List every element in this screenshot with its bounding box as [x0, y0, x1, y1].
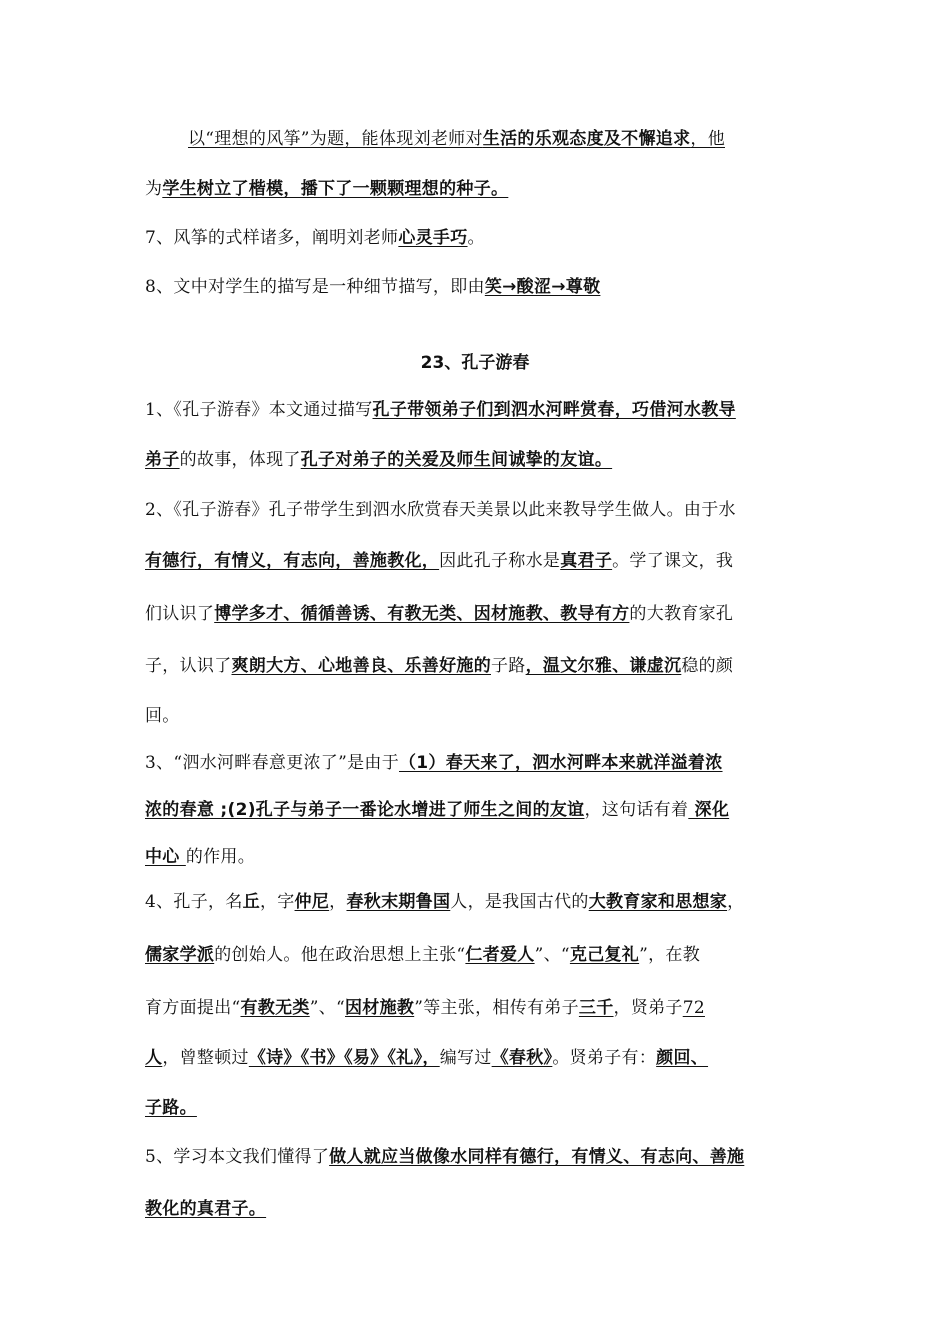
text-line: 子路。	[145, 1098, 197, 1118]
text-line: 人，曾整顿过《诗》《书》《易》《礼》，编写过《春秋》。贤弟子有：颜回、	[145, 1048, 709, 1068]
text-line: 有德行，有情义，有志向，善施教化，因此孔子称水是真君子。学了课文，我	[145, 551, 734, 571]
text-line: 4、孔子，名丘，字仲尼，春秋末期鲁国人，是我国古代的大教育家和思想家，	[145, 892, 745, 912]
text-line: 1、《孔子游春》本文通过描写孔子带领弟子们到泗水河畔赏春，巧借河水教导	[145, 400, 736, 420]
text-line: 7、风筝的式样诸多，阐明刘老师心灵手巧。	[145, 228, 485, 248]
text-line: 2、《孔子游春》孔子带学生到泗水欣赏春天美景以此来教导学生做人。由于水	[145, 500, 736, 520]
section-title: 23、孔子游春	[420, 353, 530, 373]
text-line: 子，认识了爽朗大方、心地善良、乐善好施的子路，温文尔雅、谦虚沉稳的颜	[145, 656, 734, 676]
text-line: 为学生树立了楷模，播下了一颗颗理想的种子。	[145, 179, 509, 199]
text-line: 中心 的作用。	[145, 847, 256, 867]
text-line: 浓的春意 ;(2)孔子与弟子一番论水增进了师生之间的友谊，这句话有着 深化	[145, 800, 730, 820]
text-line: 弟子的故事，体现了孔子对弟子的关爱及师生间诚挚的友谊。	[145, 450, 613, 470]
text-line: 回。	[145, 706, 180, 726]
text-line: 3、“泗水河畔春意更浓了”是由于（1）春天来了，泗水河畔本来就洋溢着浓	[145, 753, 723, 773]
text-line: 8、文中对学生的描写是一种细节描写，即由笑→酸涩→尊敬	[145, 277, 601, 297]
text-line: 们认识了博学多才、循循善诱、有教无类、因材施教、教导有方的大教育家孔	[145, 604, 734, 624]
text-line: 以“理想的风筝”为题，能体现刘老师对生活的乐观态度及不懈追求，他	[188, 129, 725, 149]
text-line: 育方面提出“有教无类”、“因材施教”等主张，相传有弟子三千，贤弟子72	[145, 998, 705, 1018]
text-line: 教化的真君子。	[145, 1199, 267, 1219]
text-line: 儒家学派的创始人。他在政治思想上主张“仁者爱人”、“克己复礼”，在教	[145, 945, 701, 965]
text-line: 5、学习本文我们懂得了做人就应当做像水同样有德行，有情义、有志向、善施	[145, 1147, 745, 1167]
